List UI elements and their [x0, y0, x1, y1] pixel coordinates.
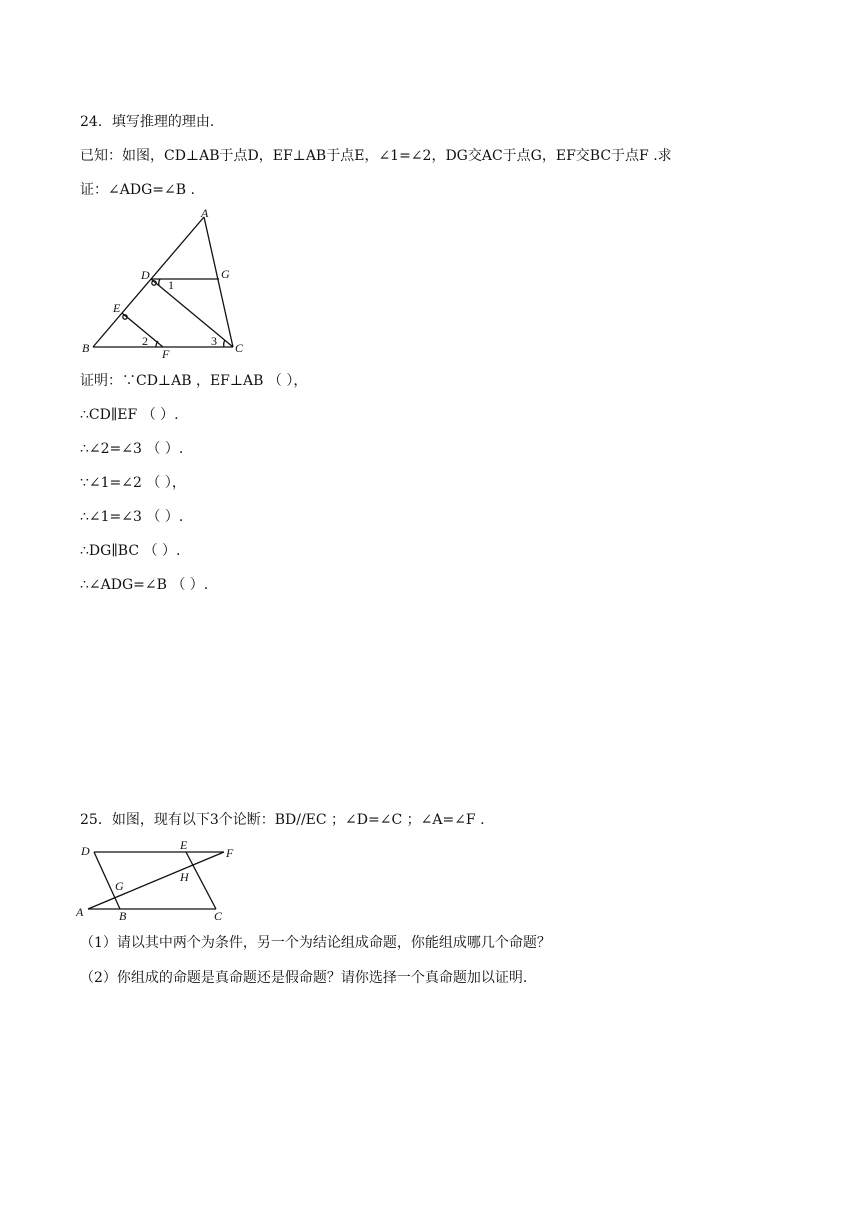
label-D: D [81, 844, 90, 858]
label-E: E [113, 301, 121, 315]
label-F: F [162, 347, 170, 360]
q24-proof-line-2: ∴CD∥EF （ ）. [80, 407, 179, 423]
q24-given-line2: 证：∠ADG=∠B . [80, 182, 195, 198]
label-angle-2: 2 [142, 334, 148, 348]
label-angle-1: 1 [168, 278, 174, 292]
q24-proof-line-4: ∵∠1=∠2 （ ）， [80, 475, 186, 491]
label-A: A [76, 905, 84, 919]
q24-proof-line-3: ∴∠2=∠3 （ ）. [80, 441, 184, 457]
q25-title: 25．如图，现有以下3个论断：BD//EC ；∠D=∠C ；∠A=∠F . [80, 812, 485, 828]
q25-part1: （1）请以其中两个为条件，另一个为结论组成命题，你能组成哪几个命题？ [80, 935, 551, 951]
label-G: G [221, 267, 230, 281]
label-E: E [180, 838, 188, 852]
label-B: B [82, 341, 90, 355]
q24-proof-line-1: 证明：∵CD⊥AB ，EF⊥AB （ ）， [80, 373, 308, 389]
q24-proof-line-6: ∴DG∥BC （ ）. [80, 543, 181, 559]
q24-proof-line-5: ∴∠1=∠3 （ ）. [80, 509, 184, 525]
label-C: C [235, 341, 244, 355]
q24-given-line1: 已知：如图，CD⊥AB于点D，EF⊥AB于点E，∠1=∠2，DG交AC于点G，EF交BC于点F .求 [80, 148, 672, 164]
q24-proof-line-7: ∴∠ADG=∠B （ ）. [80, 577, 209, 593]
label-H: H [180, 870, 189, 884]
q24-figure [80, 205, 250, 364]
label-A: A [201, 206, 209, 220]
label-C: C [214, 909, 223, 923]
q24-title: 24．填写推理的理由. [80, 114, 215, 130]
q25-figure [74, 836, 249, 930]
label-F: F [226, 846, 234, 860]
label-B: B [119, 909, 127, 923]
label-angle-3: 3 [211, 334, 217, 348]
label-G: G [115, 879, 124, 893]
label-D: D [141, 268, 150, 282]
q25-part2: （2）你组成的命题是真命题还是假命题？请你选择一个真命题加以证明. [80, 970, 528, 986]
